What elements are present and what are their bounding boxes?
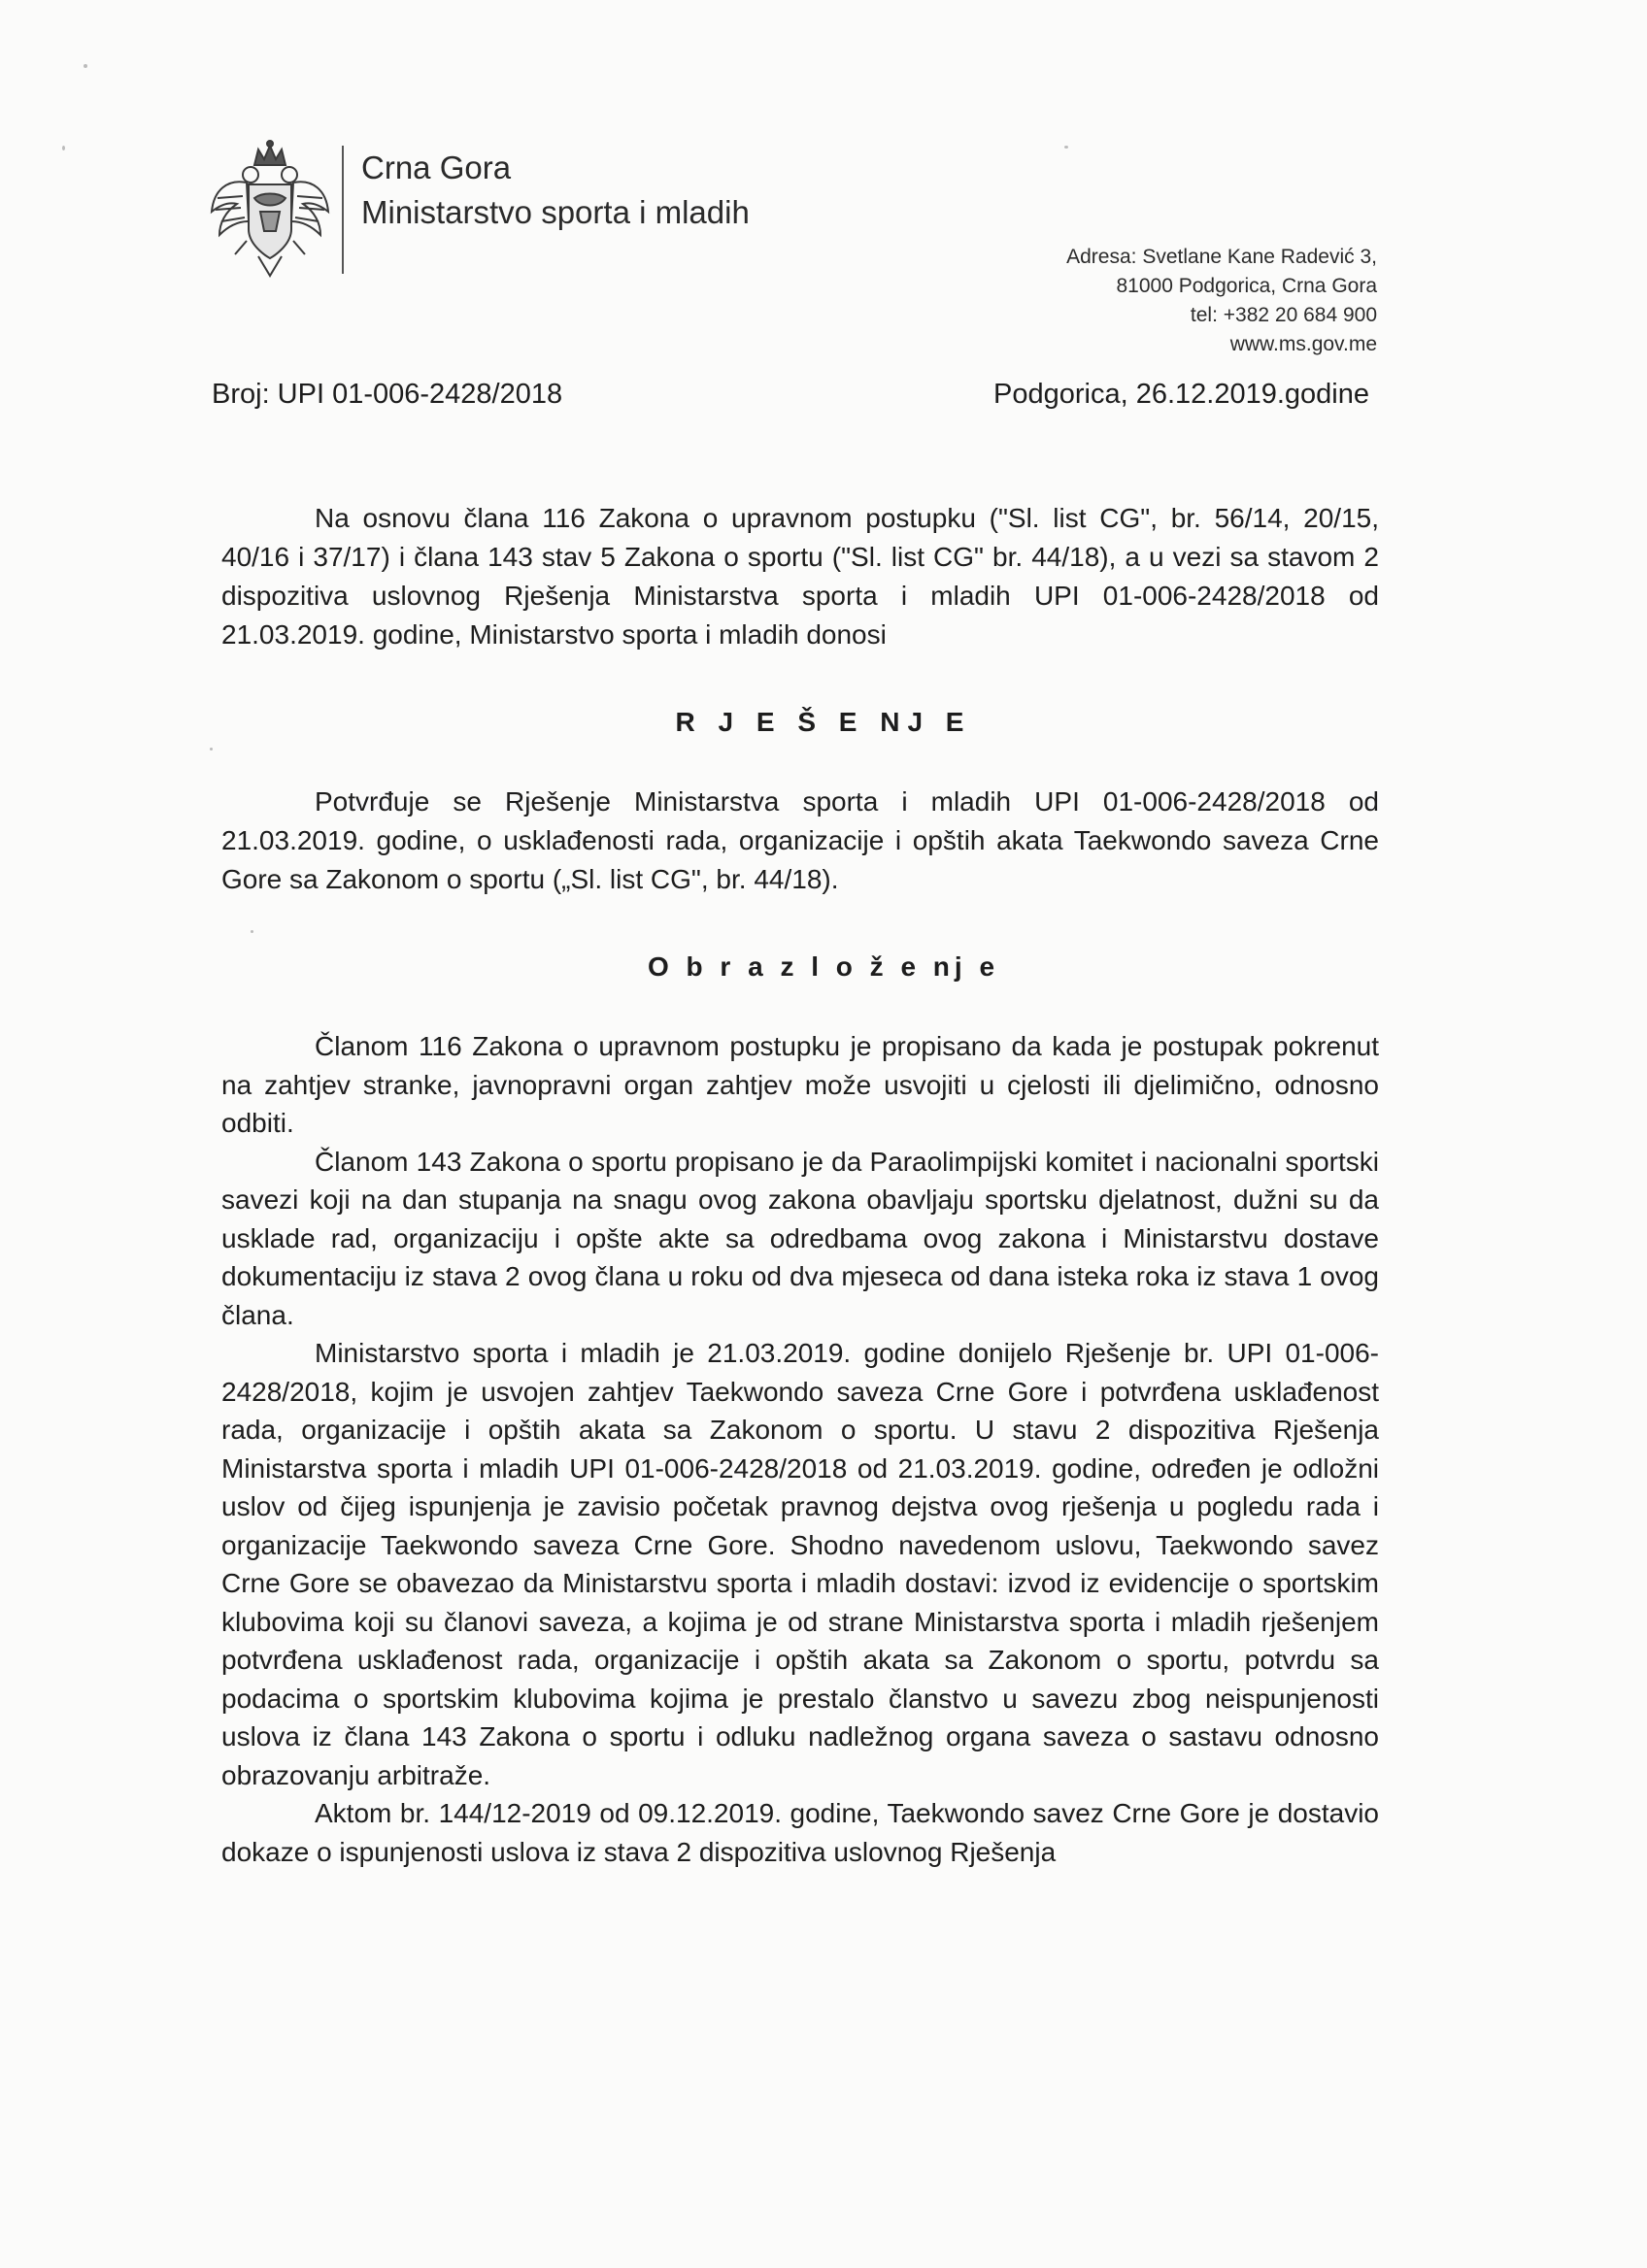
preamble (221, 499, 1379, 654)
reasoning-paragraph: Članom 143 Zakona o sportu propisano je da Paraolimpijski komitet i nacionalni sportski savezi koji na dan stupanja na snagu ovog zakona obavljaju sportsku djelatnost, dužni su da usklade rad, organizaciju i opšte akte sa odredbama ovog zakona i Ministarstvu dostave dokumentaciju iz stava 2 ovog člana u roku od dva mjeseca od dana isteka roka iz stava 1 ovog člana. (221, 1146, 1379, 1330)
ministry-name: Ministarstvo sporta i mladih (361, 194, 750, 230)
reasoning-paragraph: Članom 116 Zakona o upravnom postupku je propisano da kada je postupak pokrenut na zahtjev stranke, javnopravni organ zahtjev može usvojiti u cjelosti ili djelimično, odnosno odbiti. (221, 1031, 1379, 1138)
document-number: Broj: UPI 01-006-2428/2018 (212, 379, 563, 410)
scan-speck (251, 930, 253, 933)
scan-speck (62, 146, 65, 150)
scan-speck (84, 64, 87, 68)
coat-of-arms-icon (208, 140, 332, 278)
decision-title: R J E Š E NJ E (675, 707, 972, 737)
preamble-text: Na osnovu člana 116 Zakona o upravnom postupku ("Sl. list CG", br. 56/14, 20/15, 40/16 i 37/17) i člana 143 stav 5 Zakona o sportu ("Sl. list CG" br. 44/18), a u vezi sa stavom 2 dispozitiva uslovnog Rješenja Ministarstva sporta i mladih UPI 01-006-2428/2018 od 21.03.2019. godine, Ministarstvo sporta i mladih donosi (221, 503, 1379, 650)
institution-block (361, 146, 750, 235)
country-name: Crna Gora (361, 150, 512, 185)
scan-speck (210, 748, 213, 750)
reasoning-paragraph: Aktom br. 144/12-2019 od 09.12.2019. godine, Taekwondo savez Crne Gore je dostavio dokaze o ispunjenosti uslova iz stava 2 dispozitiva uslovnog Rješenja (221, 1798, 1379, 1867)
decision (221, 783, 1379, 899)
website: www.ms.gov.me (1229, 333, 1377, 355)
reasoning-title: O b r a z l o ž e nj e (647, 951, 1000, 982)
header-divider (342, 146, 344, 274)
address-block (1066, 243, 1377, 359)
document-date: Podgorica, 26.12.2019.godine (993, 379, 1369, 410)
decision-text: Potvrđuje se Rješenje Ministarstva sporta i mladih UPI 01-006-2428/2018 od 21.03.2019. godine, o usklađenosti rada, organizacije i opštih akata Taekwondo saveza Crne Gore sa Zakonom o sportu („Sl. list CG", br. 44/18). (221, 786, 1379, 894)
scan-speck (1064, 146, 1068, 149)
reasoning-paragraph: Ministarstvo sporta i mladih je 21.03.2019. godine donijelo Rješenje br. UPI 01-006-2428/2018, kojim je usvojen zahtjev Taekwondo saveza Crne Gore i potvrđena usklađenost rada, organizacije i opštih akata sa Zakonom o sportu. U stavu 2 dispozitiva Rješenja Ministarstva sporta i mladih UPI 01-006-2428/2018 od 21.03.2019. godine, određen je odložni uslov od čijeg ispunjenja je zavisio početak pravnog dejstva ovog rješenja u pogledu rada i organizacije Taekwondo saveza Crne Gore. Shodno navedenom uslovu, Taekwondo savez Crne Gore se obavezao da Ministarstvu sporta i mladih dostavi: izvod iz evidencije o sportskim klubovima koji su članovi saveza, a kojima je od strane Ministarstva sporta i mladih rješenjem potvrđena usklađenost rada, organizacije i opštih akata sa Zakonom o sportu, potvrdu sa podacima o sportskim klubovima kojima je prestalo članstvo u savezu zbog neispunjenosti uslova iz člana 143 Zakona o sportu i odluku nadležnog organa saveza o sastavu odnosno obrazovanju arbitraže. (221, 1338, 1379, 1790)
phone-number: tel: +382 20 684 900 (1190, 304, 1377, 326)
address-line-2: 81000 Podgorica, Crna Gora (1116, 275, 1377, 297)
reasoning (221, 1027, 1379, 1871)
address-line-1: Adresa: Svetlane Kane Radević 3, (1066, 246, 1377, 268)
